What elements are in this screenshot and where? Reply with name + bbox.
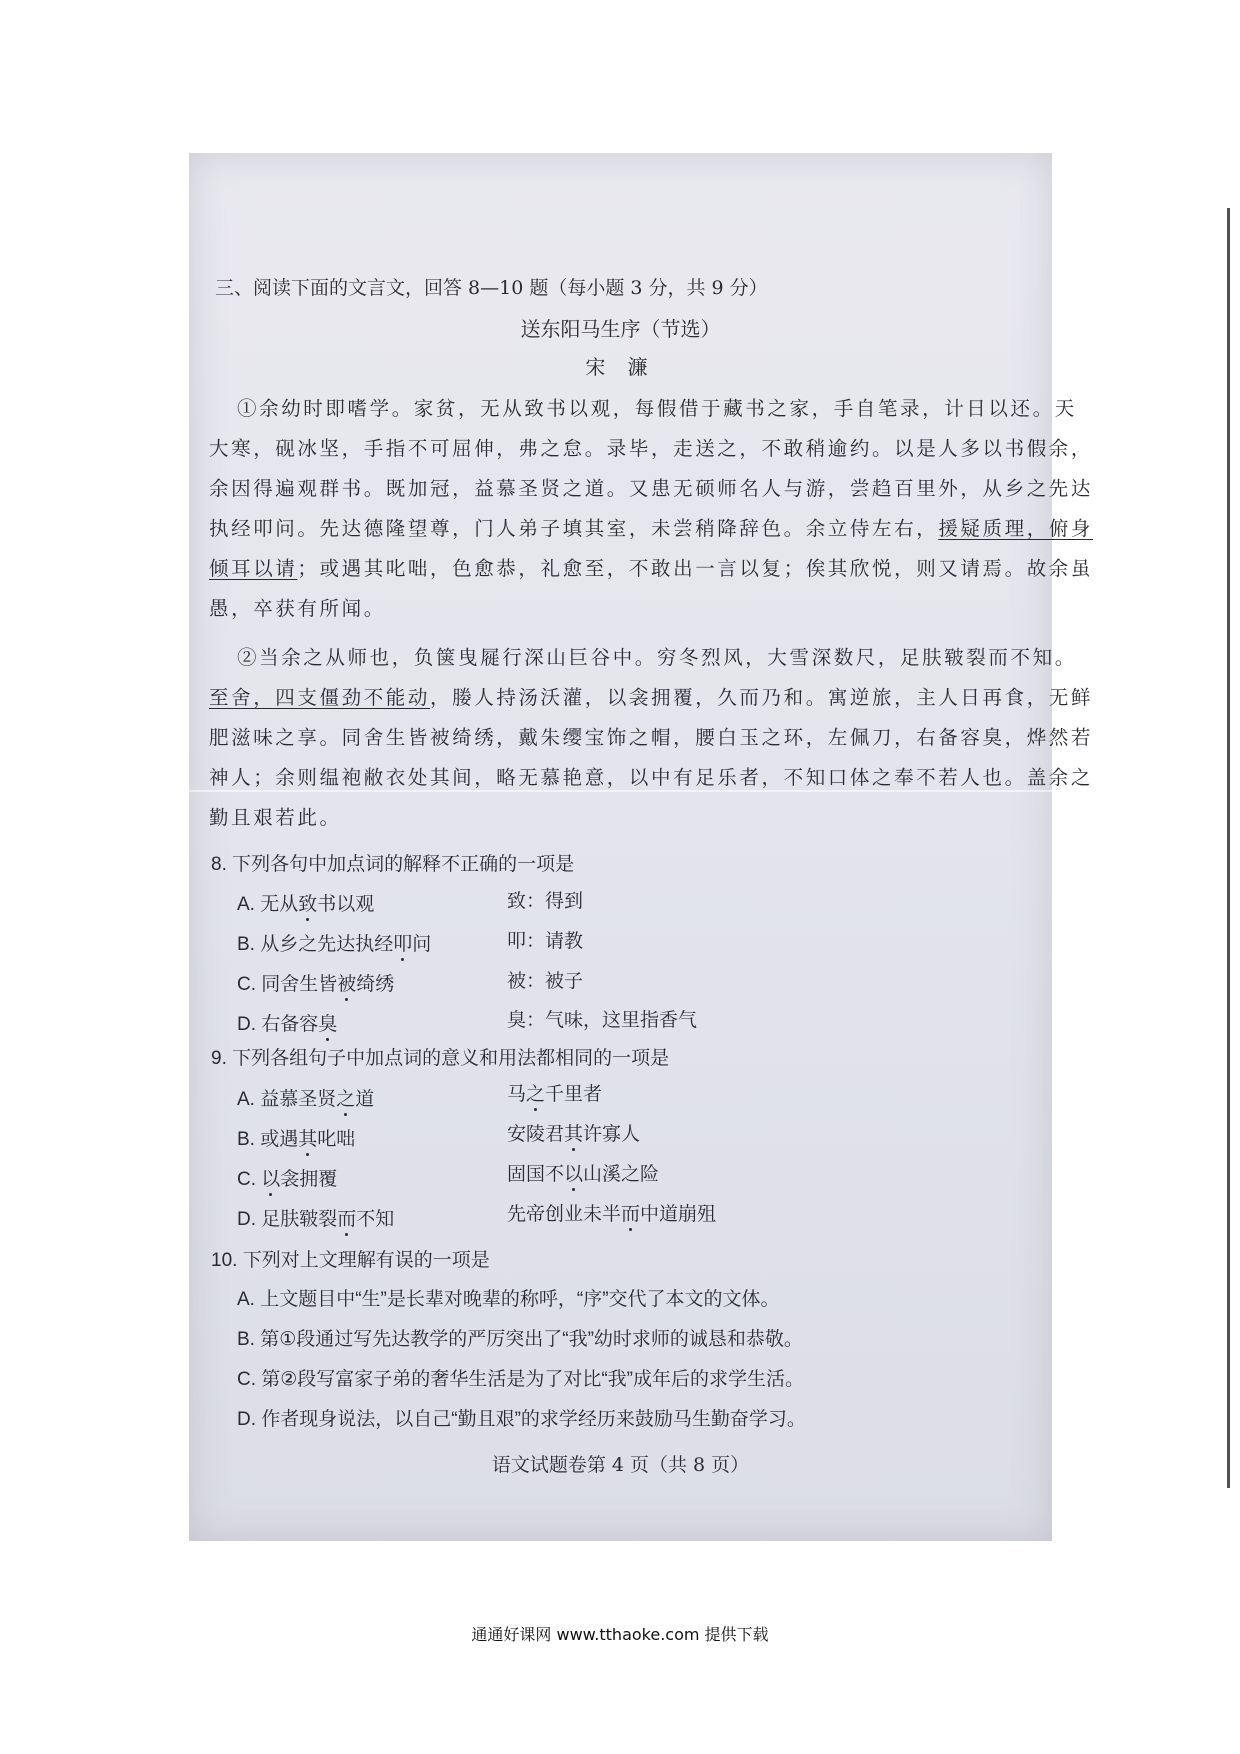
- question-9-stem: 9. 下列各组句子中加点词的意义和用法都相同的一项是: [211, 1048, 670, 1069]
- dotted-word: 而: [337, 1209, 357, 1230]
- question-8-option-a: A. 无从致书以观: [237, 894, 375, 915]
- underlined-sentence: 援疑质理，俯身: [938, 517, 1094, 540]
- passage-line: 余因得遍观群书。既加冠，益慕圣贤之道。又患无硕师名人与游，尝趋百里外，从乡之先达: [209, 477, 1094, 500]
- page-number-footer: 语文试题卷第 4 页（共 8 页）: [491, 1454, 750, 1476]
- dotted-word: 之: [526, 1084, 546, 1105]
- passage-title: 送东阳马生序（节选）: [520, 317, 721, 341]
- dotted-word: 致: [298, 894, 318, 915]
- question-9-option-d: D. 足肤皲裂而不知: [237, 1209, 395, 1230]
- question-10-option-d: D. 作者现身说法，以自己“勤且艰”的求学经历来鼓励马生勤奋学习。: [237, 1409, 806, 1430]
- question-9-option-c: C. 以衾拥覆: [237, 1169, 338, 1190]
- dotted-word: 而: [621, 1204, 641, 1225]
- dotted-word: 以: [261, 1169, 281, 1190]
- section-heading: 三、阅读下面的文言文，回答 8—10 题（每小题 3 分，共 9 分）: [215, 277, 768, 299]
- question-8-option-d: D. 右备容臭: [237, 1014, 338, 1035]
- passage-text: ，媵人持汤沃灌，以衾拥覆，久而乃和。寓逆旅，主人日再食，无鲜: [430, 686, 1094, 709]
- passage-text: ；或遇其叱咄，色愈恭，礼愈至，不敢出一言以复；俟其欣悦，则又请焉。故余虽: [297, 557, 1094, 580]
- dotted-word: 其: [298, 1129, 318, 1150]
- question-9-option-a: A. 益慕圣贤之道: [237, 1089, 375, 1110]
- passage-line: 勤且艰若此。: [209, 806, 342, 829]
- question-10-option-b: B. 第①段通过写先达教学的严厉突出了“我”幼时求师的诚恳和恭敬。: [237, 1329, 803, 1350]
- passage-line: [209, 682, 1093, 710]
- passage-line: 大寒，砚冰坚，手指不可屈伸，弗之怠。录毕，走送之，不敢稍逾约。以是人多以书假余，: [209, 437, 1094, 460]
- exam-page-photo: [189, 153, 1094, 1541]
- passage-line: ②当余之从师也，负箧曳屣行深山巨谷中。穷冬烈风，大雪深数尺，足肤皲裂而不知。: [237, 646, 1077, 669]
- dotted-word: 之: [336, 1089, 356, 1110]
- dotted-word: 臭: [318, 1014, 338, 1035]
- underlined-sentence: 至舍，四支僵劲不能动: [209, 686, 431, 709]
- dotted-word: 被: [337, 974, 357, 995]
- question-10-option-c: C. 第②段写富家子弟的奢华生活是为了对比“我”成年后的求学生活。: [237, 1369, 804, 1390]
- question-8-stem: 8. 下列各句中加点词的解释不正确的一项是: [211, 854, 575, 875]
- question-10-stem: 10. 下列对上文理解有误的一项是: [211, 1250, 490, 1271]
- passage-line: [209, 513, 1093, 541]
- page-content: [189, 153, 1094, 1541]
- dotted-word: 以: [564, 1164, 584, 1185]
- question-9-option-b: B. 或遇其叱咄: [237, 1129, 356, 1150]
- underlined-sentence: 倾耳以请: [209, 557, 298, 580]
- question-9-option-a-pair: 马之千里者: [507, 1084, 603, 1105]
- question-8-option-b: B. 从乡之先达执经叩问: [237, 934, 432, 955]
- question-8-option-c-gloss: 被：被子: [507, 971, 584, 992]
- passage-line: 愚，卒获有所闻。: [209, 597, 386, 620]
- passage-line: [209, 553, 1093, 581]
- question-9-option-c-pair: 固国不以山溪之险: [507, 1164, 660, 1185]
- passage-text: 执经叩问。先达德隆望尊，门人弟子填其室，未尝稍降辞色。余立侍左右，: [209, 517, 939, 540]
- question-9-option-b-pair: 安陵君其许寡人: [507, 1124, 641, 1145]
- passage-line: ①余幼时即嗜学。家贫，无从致书以观，每假借于藏书之家，手自笔录，计日以还。天: [237, 397, 1077, 420]
- question-8-option-c: C. 同舍生皆被绮绣: [237, 974, 395, 995]
- passage-line: 肥滋味之享。同舍生皆被绮绣，戴朱缨宝饰之帽，腰白玉之环，左佩刀，右备容臭，烨然若: [209, 726, 1094, 749]
- question-8-option-a-gloss: 致：得到: [507, 891, 584, 912]
- dotted-word: 叩: [393, 934, 413, 955]
- dotted-word: 其: [564, 1124, 584, 1145]
- question-9-option-d-pair: 先帝创业未半而中道崩殂: [507, 1204, 717, 1225]
- download-source-line: 通通好课网 www.tthaoke.com 提供下载: [471, 1625, 769, 1644]
- page-edge-line: [1227, 208, 1230, 1488]
- passage-line: 神人；余则缊袍敝衣处其间，略无慕艳意，以中有足乐者，不知口体之奉不若人也。盖余之: [209, 766, 1094, 789]
- question-10-option-a: A. 上文题目中“生”是长辈对晚辈的称呼，“序”交代了本文的文体。: [237, 1289, 780, 1310]
- question-8-option-d-gloss: 臭：气味，这里指香气: [507, 1010, 698, 1031]
- question-8-option-b-gloss: 叩：请教: [507, 931, 584, 952]
- passage-author: 宋 濂: [585, 355, 656, 379]
